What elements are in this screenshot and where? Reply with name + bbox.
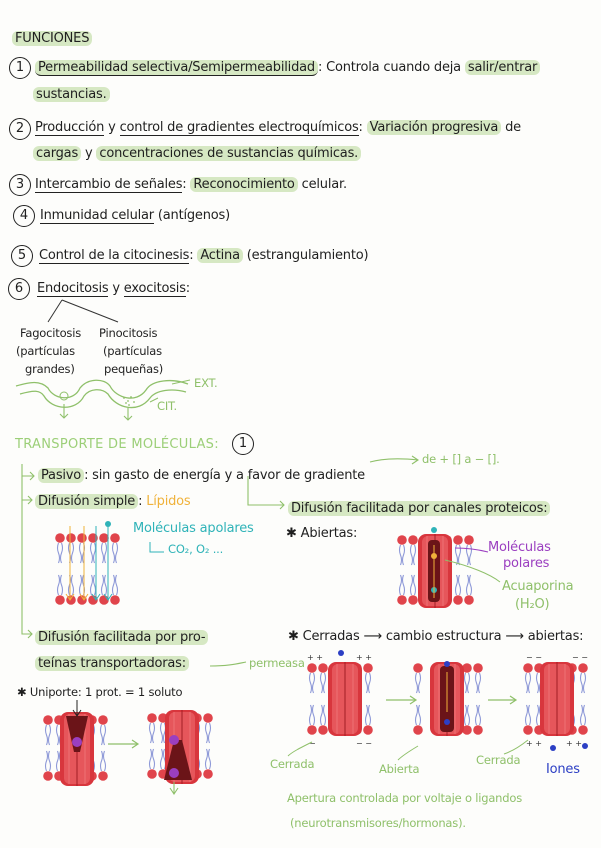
arrow-icon: [22, 500, 32, 638]
fagocitosis-desc: (partículas: [16, 344, 75, 358]
difusion-simple-colon: :: [138, 494, 147, 509]
bilayer-simple: [55, 521, 120, 605]
pasivo-term: Pasivo: [38, 468, 84, 483]
cerradas-line: ✱ Cerradas ⟶ cambio estructura ⟶ abiertas:: [288, 629, 584, 644]
svg-text:+ +: + +: [526, 739, 542, 748]
item-6-colon: :: [185, 281, 190, 296]
arrow-right-icon: [488, 696, 516, 704]
acuaporina-label: Acuaporina: [502, 579, 574, 594]
arrow-icon: [22, 464, 34, 480]
item-4-text: (antígenos): [153, 208, 230, 223]
apertura-line: Apertura controlada por voltaje o ligandos: [287, 791, 522, 805]
item-number: 2: [9, 118, 31, 140]
item-5-colon: :: [189, 248, 198, 263]
item-3-text: celular.: [297, 177, 347, 192]
svg-text:+ +: + +: [566, 739, 582, 748]
ext-label: EXT.: [194, 376, 218, 390]
membrane-line: [16, 380, 188, 398]
solute-icon: [72, 737, 82, 747]
arrow-icon: [370, 456, 418, 464]
item-1-text: : Controla cuando deja: [317, 60, 465, 75]
uniporte-line: ✱ Uniporte: 1 prot. = 1 soluto: [17, 685, 183, 699]
arrow-right-icon: [386, 696, 416, 704]
item-2-term-b: control de gradientes electroquímicos: [119, 120, 359, 135]
solute-icon: [169, 768, 179, 778]
cambio-text: cambio estructura: [385, 629, 502, 644]
difusion-simple-term: Difusión simple: [35, 494, 138, 509]
item-6-y: y: [108, 281, 124, 296]
ion-icon: [338, 650, 344, 656]
gradient-note: de + [] a − [].: [422, 452, 500, 466]
transportadoras-term: teínas transportadoras:: [35, 656, 189, 671]
pointer-line: [210, 662, 246, 666]
arrow-down-icon: [124, 408, 132, 420]
svg-text:+ +: + +: [307, 653, 323, 662]
item-5-term: Control de la citocinesis: [39, 248, 190, 263]
pointer-line: [150, 542, 164, 552]
gated-closed: [288, 650, 373, 756]
molecule-icon: [431, 527, 437, 533]
item-6-term-a: Endocitosis: [37, 281, 109, 296]
gated-open: [398, 661, 483, 760]
cerradas-text: Cerradas: [302, 629, 360, 644]
svg-text:− −: − −: [572, 653, 588, 662]
item-2-y: y: [104, 120, 120, 135]
pinocitosis-desc: (partículas: [103, 344, 162, 358]
item-2-colon: :: [358, 120, 367, 135]
item-1-cont: sustancias.: [33, 87, 110, 102]
item-5-highlight: Actina: [197, 248, 243, 263]
item-3-highlight: Reconocimiento: [190, 177, 297, 192]
svg-text:− −: − −: [526, 653, 542, 662]
apertura-line: (neurotransmisores/hormonas).: [290, 816, 466, 830]
svg-text:− −: − −: [356, 739, 372, 748]
fagocitosis-label: Fagocitosis: [20, 326, 81, 340]
molecule-icon: [105, 521, 111, 527]
channel-open: [397, 527, 500, 608]
svg-text:−: −: [309, 739, 316, 748]
item-number: 6: [8, 278, 30, 300]
polares-label: Moléculas: [488, 540, 551, 555]
abiertas-label: ✱ Abiertas:: [286, 526, 358, 541]
abiertas2-text: abiertas:: [527, 629, 584, 644]
canales-term: Difusión facilitada por canales proteicos:: [288, 501, 550, 516]
section-number: 1: [232, 433, 254, 455]
abierta-label: Abierta: [379, 762, 420, 776]
item-1-term: Permeabilidad selectiva/Semipermeabilidad: [35, 60, 318, 76]
apolares-label: Moléculas apolares: [133, 521, 254, 536]
cerrada-label: Cerrada: [476, 753, 521, 767]
section-heading: TRANSPORTE DE MOLÉCULAS:: [15, 437, 219, 452]
ion-icon: [444, 661, 450, 667]
item-1-highlight: salir/entrar: [465, 60, 540, 75]
item-number: 5: [11, 245, 33, 267]
item-3-colon: :: [182, 177, 191, 192]
cerrada-label: Cerrada: [270, 757, 315, 771]
pointer-line: [445, 560, 500, 582]
item-2-cargas: cargas: [33, 146, 81, 161]
pinocitosis-desc: pequeñas): [104, 362, 164, 376]
page-title: FUNCIONES: [12, 31, 92, 46]
item-2-concentraciones: concentraciones de sustancias químicas.: [96, 146, 361, 161]
lipidos-label: Lípidos: [146, 494, 191, 509]
fagocitosis-desc: grandes): [25, 362, 75, 376]
polares-label: polares: [503, 556, 550, 571]
gated-closed-2: [504, 653, 588, 754]
item-number: 3: [9, 174, 31, 196]
cit-label: CIT.: [157, 399, 177, 413]
uniporte-text: Uniporte: 1 prot. = 1 soluto: [29, 685, 183, 699]
item-4-term: Inmunidad celular: [40, 208, 154, 223]
abiertas-text: Abiertas:: [300, 526, 358, 541]
uniporte-protein-2: [147, 710, 213, 794]
arrow-down-icon: [60, 404, 68, 418]
item-5-text: (estrangulamiento): [242, 248, 369, 263]
pasivo-desc: : sin gasto de energía y a favor de gradiente: [84, 468, 365, 483]
item-2-term-a: Producción: [35, 120, 105, 135]
item-number: 4: [13, 205, 35, 227]
item-2-de: de: [501, 120, 521, 135]
permeasa-label: permeasa: [249, 656, 305, 670]
item-2-y2: y: [81, 146, 97, 161]
pointer-line: [150, 398, 158, 402]
membrane-line: [20, 390, 186, 408]
item-6-term-b: exocitosis: [123, 281, 186, 296]
arrow-icon: [248, 476, 284, 505]
pinocitosis-label: Pinocitosis: [99, 326, 158, 340]
item-number: 1: [9, 57, 31, 79]
arrow-right-icon: [108, 740, 138, 748]
branch-line: [48, 300, 62, 322]
branch-line: [62, 300, 118, 322]
acuaporina-label: (H₂O): [515, 597, 550, 612]
item-2-highlight: Variación progresiva: [367, 120, 501, 135]
svg-text:+ +: + +: [356, 653, 372, 662]
gases-label: CO₂, O₂ ...: [168, 542, 224, 556]
ion-icon: [550, 745, 556, 751]
vesicle-icon: [60, 392, 68, 400]
transportadoras-term: Difusión facilitada por pro-: [35, 630, 208, 645]
iones-label: Iones: [546, 762, 580, 777]
uniporte-protein-1: [43, 700, 108, 786]
item-3-term: Intercambio de señales: [35, 177, 183, 192]
